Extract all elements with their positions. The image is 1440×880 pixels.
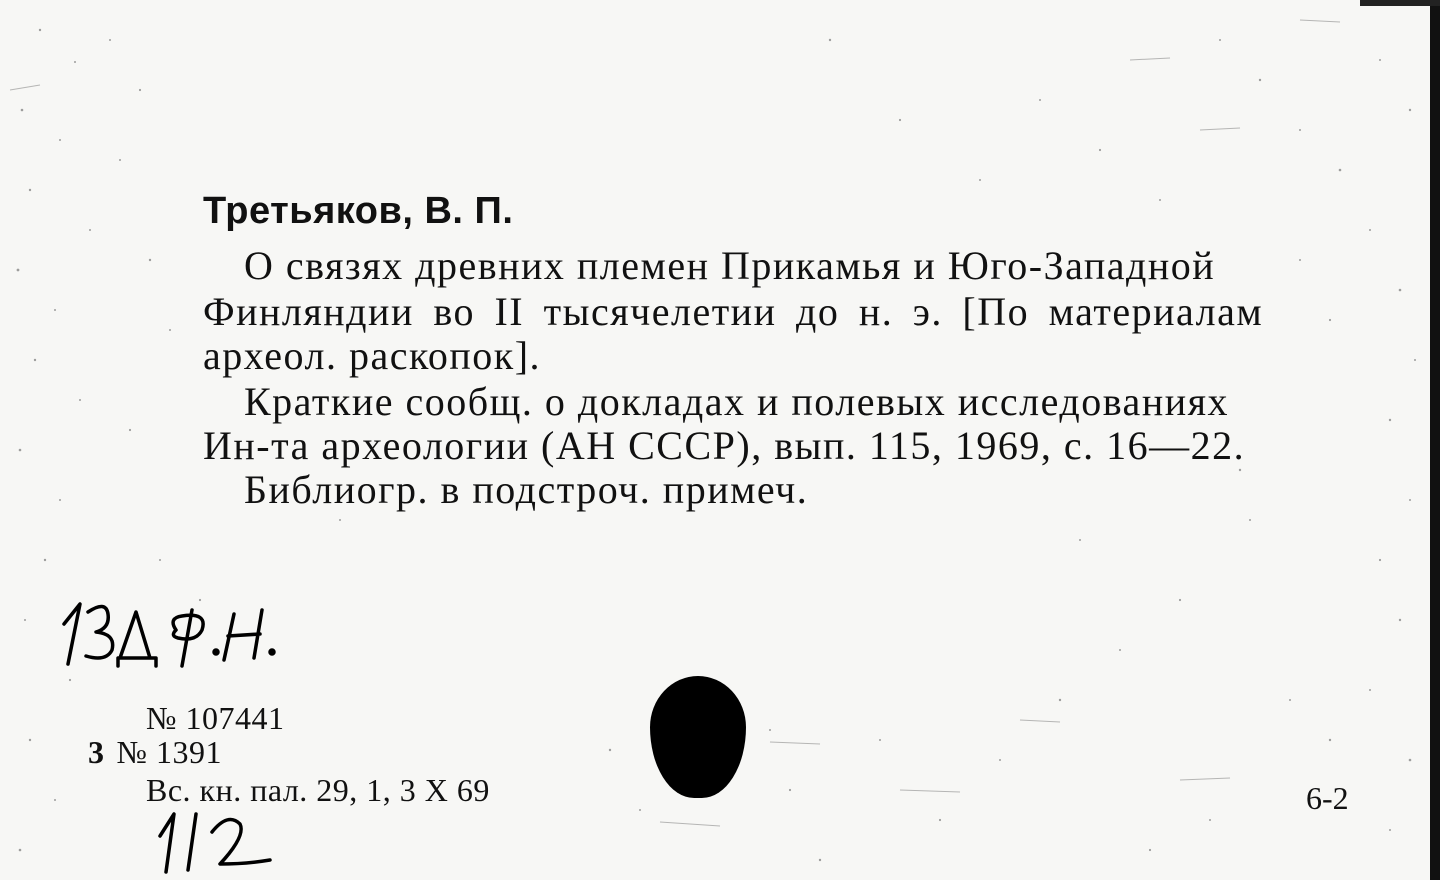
title-line-3: археол. раскопок]. xyxy=(203,333,542,378)
order-number: № 1391 xyxy=(116,734,223,770)
card-corner-shadow xyxy=(1360,0,1440,6)
card-edge-shadow xyxy=(1430,0,1440,880)
print-info: Вс. кн. пал. 29, 1, 3 X 69 xyxy=(146,772,490,808)
handwritten-number xyxy=(150,806,280,876)
bibliography-note: Библиогр. в подстроч. примеч. xyxy=(244,467,809,512)
handwritten-shelfmark xyxy=(58,590,298,670)
source-line-2: Ин-та археологии (АН СССР), вып. 115, 1969, с. 16—22. xyxy=(203,423,1246,468)
punched-hole xyxy=(650,676,746,798)
order-number-line xyxy=(88,734,222,771)
card-code: 6-2 xyxy=(1306,780,1349,816)
source-line-1: Краткие сообщ. о докладах и полевых исследованиях xyxy=(244,379,1230,424)
author-heading: Третьяков, В. П. xyxy=(203,190,514,232)
accession-number: № 107441 xyxy=(146,700,285,736)
order-prefix: 3 xyxy=(88,734,105,770)
title-line-1: О связях древних племен Прикамья и Юго-Западной xyxy=(244,243,1216,288)
title-line-2: Финляндии во II тысячелетии до н. э. [По материалам xyxy=(203,289,1264,334)
